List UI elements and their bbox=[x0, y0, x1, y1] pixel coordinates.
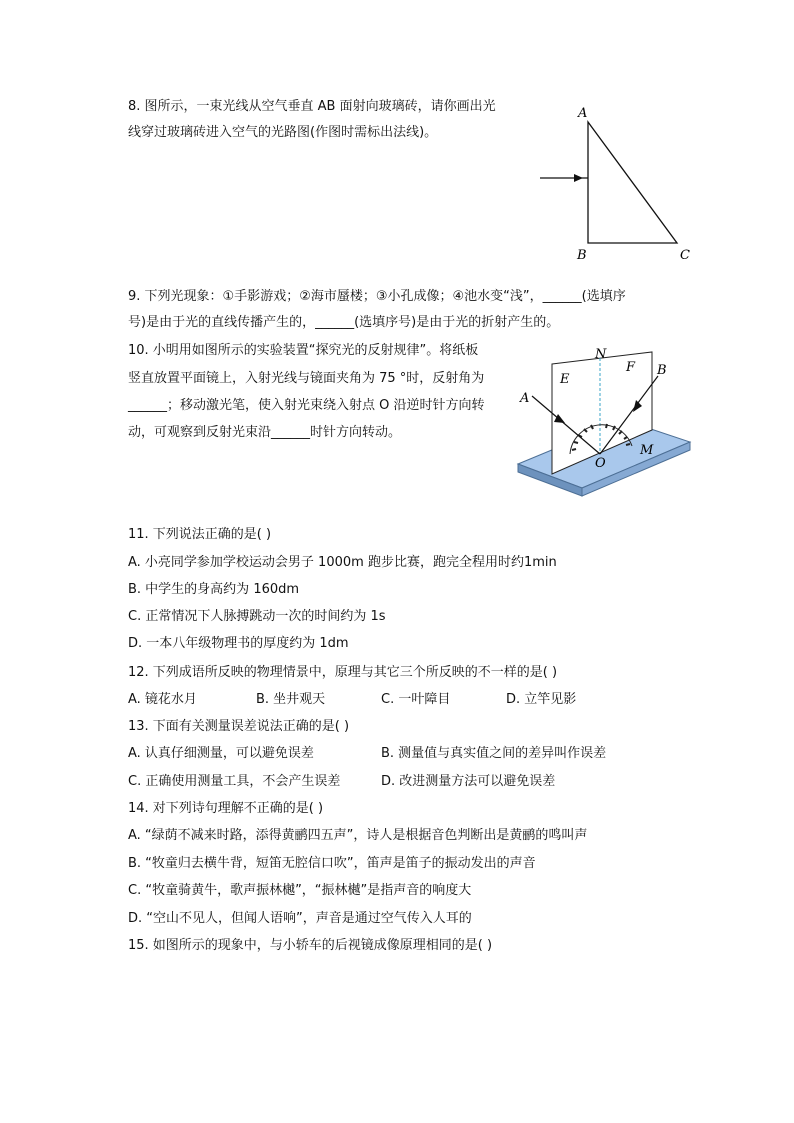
label-a: A bbox=[520, 391, 530, 406]
q14-option-b: B. “牧童归去横牛背，短笛无腔信口吹”，笛声是笛子的振动发出的声音 bbox=[128, 856, 536, 871]
q11-option-a: A. 小亮同学参加学校运动会男子 1000m 跑步比赛，跑完全程用时约1min bbox=[128, 555, 557, 570]
q11-option-d: D. 一本八年级物理书的厚度约为 1dm bbox=[128, 636, 349, 651]
q12-option-b: B. 坐井观天 bbox=[256, 692, 326, 707]
q13-option-d: D. 改进测量方法可以避免误差 bbox=[381, 774, 556, 789]
q14-option-d: D. “空山不见人，但闻人语响”，声音是通过空气传入人耳的 bbox=[128, 911, 472, 926]
q14-option-a: A. “绿荫不减来时路，添得黄鹂四五声”，诗人是根据音色判断出是黄鹂的鸣叫声 bbox=[128, 828, 588, 843]
q8-prism-figure bbox=[530, 100, 710, 270]
q10-line4: 动，可观察到反射光束沿______时针方向转动。 bbox=[128, 425, 402, 440]
q11-option-c: C. 正常情况下人脉搏跳动一次的时间约为 1s bbox=[128, 609, 386, 624]
label-n: N bbox=[595, 347, 607, 362]
q10-reflection-figure bbox=[512, 346, 696, 500]
label-m: M bbox=[640, 443, 654, 458]
label-o: O bbox=[595, 456, 606, 471]
q15-stem: 15. 如图所示的现象中，与小轿车的后视镜成像原理相同的是( ) bbox=[128, 938, 493, 953]
q12-option-a: A. 镜花水月 bbox=[128, 692, 197, 707]
q9-line2: 号)是由于光的直线传播产生的，______(选填序号)是由于光的折射产生的。 bbox=[128, 315, 560, 330]
q12-option-c: C. 一叶障目 bbox=[381, 692, 451, 707]
q13-option-b: B. 测量值与真实值之间的差异叫作误差 bbox=[381, 746, 607, 761]
vertex-label-c: C bbox=[680, 248, 690, 263]
q14-stem: 14. 对下列诗句理解不正确的是( ) bbox=[128, 801, 324, 816]
q10-line1: 10. 小明用如图所示的实验装置“探究光的反射规律”。将纸板 bbox=[128, 343, 479, 358]
q11-stem: 11. 下列说法正确的是( ) bbox=[128, 527, 272, 542]
prism-triangle bbox=[588, 122, 677, 243]
q10-line2: 竖直放置平面镜上，入射光线与镜面夹角为 75 °时，反射角为 bbox=[128, 371, 485, 386]
q13-option-a: A. 认真仔细测量，可以避免误差 bbox=[128, 746, 314, 761]
q10-line3: ______；移动激光笔，使入射光束绕入射点 O 沿逆时针方向转 bbox=[128, 398, 485, 413]
q13-option-c: C. 正确使用测量工具，不会产生误差 bbox=[128, 774, 341, 789]
q13-stem: 13. 下面有关测量误差说法正确的是( ) bbox=[128, 719, 350, 734]
q14-option-c: C. “牧童骑黄牛，歌声振林樾”，“振林樾”是指声音的响度大 bbox=[128, 883, 472, 898]
vertex-label-b: B bbox=[577, 248, 587, 263]
q8-line1: 8. 图所示，一束光线从空气垂直 AB 面射向玻璃砖，请你画出光 bbox=[128, 99, 496, 114]
vertex-label-a: A bbox=[578, 106, 588, 121]
q9-line1: 9. 下列光现象：①手影游戏；②海市蜃楼；③小孔成像；④池水变“浅”，______(选填序 bbox=[128, 289, 626, 304]
label-e: E bbox=[560, 372, 570, 387]
label-f: F bbox=[626, 360, 636, 375]
q12-stem: 12. 下列成语所反映的物理情景中，原理与其它三个所反映的不一样的是( ) bbox=[128, 665, 558, 680]
q11-option-b: B. 中学生的身高约为 160dm bbox=[128, 582, 300, 597]
q12-option-d: D. 立竿见影 bbox=[506, 692, 577, 707]
q8-line2: 线穿过玻璃砖进入空气的光路图(作图时需标出法线)。 bbox=[128, 125, 438, 140]
arrow-head-icon bbox=[574, 174, 583, 182]
label-b: B bbox=[657, 363, 667, 378]
